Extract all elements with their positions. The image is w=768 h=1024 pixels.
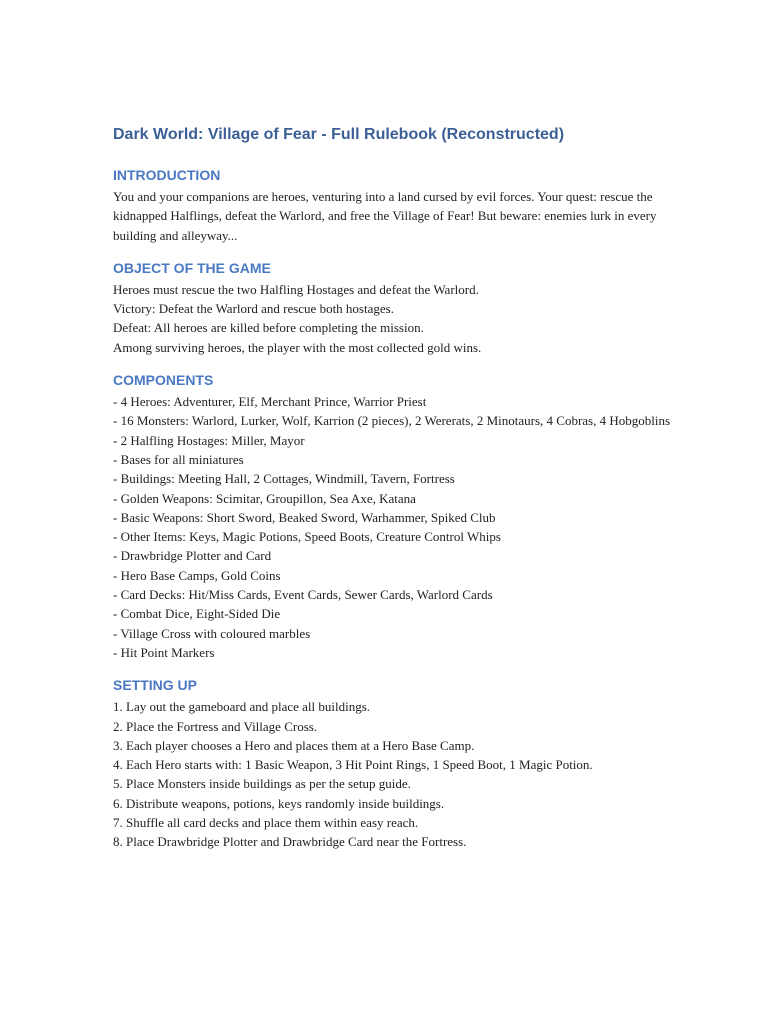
setup-step: 7. Shuffle all card decks and place them within easy reach.	[113, 815, 419, 831]
component-item: - Drawbridge Plotter and Card	[113, 548, 272, 564]
setup-step: 1. Lay out the gameboard and place all buildings.	[113, 699, 371, 715]
component-item: - Buildings: Meeting Hall, 2 Cottages, Windmill, Tavern, Fortress	[113, 471, 455, 487]
intro-paragraph: You and your companions are heroes, venturing into a land cursed by evil forces. Your quest: rescue the kidnapped Halflings, defeat the Warlord, and free the Village of Fear! But beware: enemies lurk in every building and alleyway...	[113, 189, 657, 243]
text-line: Among surviving heroes, the player with the most collected gold wins.	[113, 339, 482, 355]
setup-step: 8. Place Drawbridge Plotter and Drawbridge Card near the Fortress.	[113, 834, 467, 850]
rulebook-page	[113, 122, 673, 865]
setup-step: 3. Each player chooses a Hero and places them at a Hero Base Camp.	[113, 737, 475, 753]
setup-step: 2. Place the Fortress and Village Cross.	[113, 718, 318, 734]
component-item: - Card Decks: Hit/Miss Cards, Event Cards, Sewer Cards, Warlord Cards	[113, 587, 493, 603]
section-heading: SETTING UP	[113, 677, 198, 694]
component-item: - 2 Halfling Hostages: Miller, Mayor	[113, 432, 305, 448]
setup-step: 5. Place Monsters inside buildings as per the setup guide.	[113, 776, 411, 792]
section-heading: OBJECT OF THE GAME	[113, 259, 271, 276]
text-line: Defeat: All heroes are killed before completing the mission.	[113, 320, 424, 336]
document-title: Dark World: Village of Fear - Full Rulebook (Reconstructed)	[113, 126, 565, 143]
component-item: - Basic Weapons: Short Sword, Beaked Sword, Warhammer, Spiked Club	[113, 509, 496, 525]
component-item: - Hero Base Camps, Gold Coins	[113, 567, 281, 583]
section-setting-up	[113, 675, 673, 851]
component-item: - Other Items: Keys, Magic Potions, Speed Boots, Creature Control Whips	[113, 529, 501, 545]
component-item: - Bases for all miniatures	[113, 451, 244, 467]
component-item: - Golden Weapons: Scimitar, Groupillon, Sea Axe, Katana	[113, 490, 416, 506]
section-object-of-the-game	[113, 258, 673, 357]
component-item: - 16 Monsters: Warlord, Lurker, Wolf, Karrion (2 pieces), 2 Wererats, 2 Minotaurs, 4 Cobras, 4 Hobgoblins	[113, 413, 671, 429]
component-item: - Village Cross with coloured marbles	[113, 625, 311, 641]
text-line: Victory: Defeat the Warlord and rescue both hostages.	[113, 301, 394, 317]
section-components	[113, 370, 673, 662]
component-item: - Hit Point Markers	[113, 644, 215, 660]
setup-step: 4. Each Hero starts with: 1 Basic Weapon, 3 Hit Point Rings, 1 Speed Boot, 1 Magic Potion.	[113, 757, 593, 773]
component-item: - 4 Heroes: Adventurer, Elf, Merchant Prince, Warrior Priest	[113, 394, 427, 410]
section-heading: COMPONENTS	[113, 372, 214, 389]
component-item: - Combat Dice, Eight-Sided Die	[113, 606, 281, 622]
section-introduction	[113, 165, 673, 245]
section-heading: INTRODUCTION	[113, 167, 221, 183]
setup-step: 6. Distribute weapons, potions, keys randomly inside buildings.	[113, 795, 445, 811]
text-line: Heroes must rescue the two Halfling Hostages and defeat the Warlord.	[113, 281, 479, 297]
